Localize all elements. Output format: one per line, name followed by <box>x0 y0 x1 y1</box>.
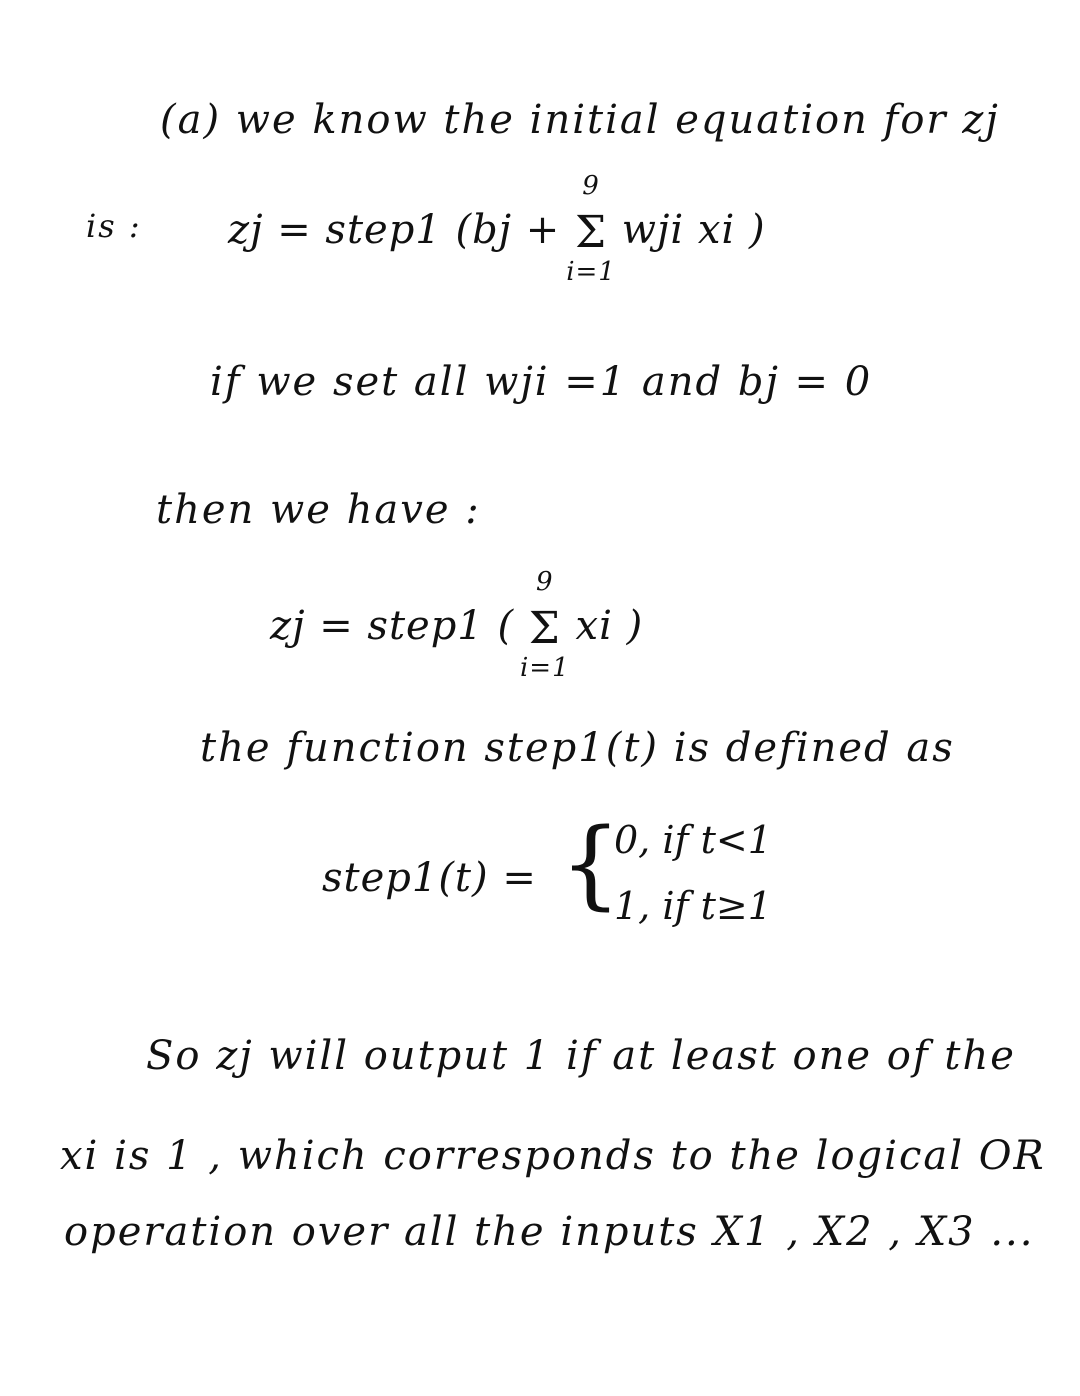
left-brace-icon: { <box>560 808 622 920</box>
summation-lower-limit-2: i=1 <box>519 653 570 683</box>
sigma-glyph-2: Σ <box>528 603 561 654</box>
summation-symbol-2 <box>519 567 570 683</box>
equation-zj-simplified <box>270 567 644 683</box>
line-step-definition-intro: the function step1(t) is defined as <box>200 725 955 771</box>
sigma-glyph-1: Σ <box>574 207 608 258</box>
line-conclusion-1: So zj will output 1 if at least one of the <box>146 1033 1016 1079</box>
line-conclusion-2: xi is 1 , which corresponds to the logical OR <box>60 1133 1046 1179</box>
line-weights-condition: if we set all wji =1 and bj = 0 <box>210 359 873 405</box>
line-part-a-intro: (a) we know the initial equation for zj <box>160 97 1000 143</box>
piecewise-cases <box>560 808 880 938</box>
equation-zj-initial <box>228 171 766 287</box>
summation-upper-limit-2: 9 <box>536 567 554 597</box>
equation-zj-simplified-lhs: zj = step1 ( <box>270 603 515 649</box>
summation-lower-limit-1: i=1 <box>566 257 616 287</box>
line-conclusion-3: operation over all the inputs X1 , X2 , X3 ... <box>64 1209 1035 1255</box>
case-t-less-than-1: 0, if t<1 <box>614 818 772 862</box>
equation-zj-initial-tail: wji xi ) <box>621 207 766 253</box>
equation-zj-initial-lhs: zj = step1 (bj + <box>228 207 561 253</box>
label-is: is : <box>86 207 142 245</box>
summation-symbol-1 <box>566 171 616 287</box>
line-then-we-have: then we have : <box>156 487 481 533</box>
summation-upper-limit-1: 9 <box>582 171 600 201</box>
equation-zj-simplified-tail: xi ) <box>575 603 644 649</box>
equation-step-lhs: step1(t) = <box>322 855 537 901</box>
case-t-at-least-1: 1, if t≥1 <box>614 884 772 928</box>
